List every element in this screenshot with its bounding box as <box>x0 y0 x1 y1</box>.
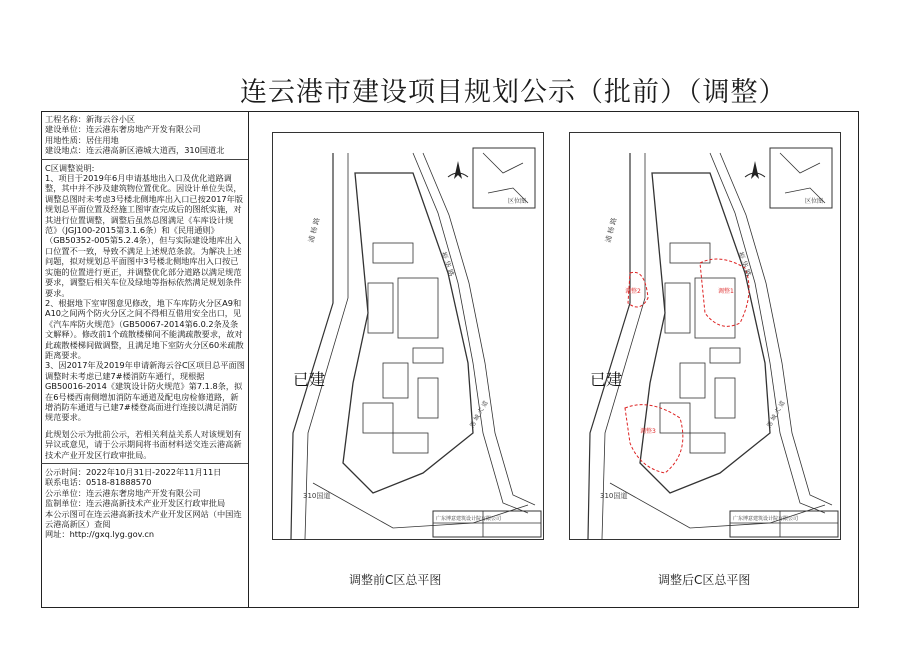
road-label-lower-right: 港 城 大 道 <box>765 399 787 429</box>
project-builder: 建设单位：连云港东奢房地产开发有限公司 <box>45 124 201 135</box>
adjustment-area-3 <box>625 405 683 473</box>
road-label-upper: 浦 杨 路 <box>604 216 619 244</box>
explanation-item-2: 2、根据地下室审图意见修改，地下车库防火分区A9和A10之间两个防火分区之间不得相互借用安全出口，见《汽车库防火规范》（GB50067-2014第6.0.2条及条文解释）。修改前1个疏散楼梯间不能满疏散要求，故对此疏散楼梯间做调整，且满足地下室防火分区60米疏散距离要求。 <box>45 297 244 360</box>
adjustment-mark-2: 调整2 <box>625 288 641 295</box>
location-map-label: 区位图 <box>508 198 527 205</box>
contact-phone: 联系电话：0518-81888570 <box>45 477 152 488</box>
website-note: 本公示图可在连云港高新技术产业开发区网站（中国连云港高新区）查阅 <box>45 508 242 530</box>
built-label: 已建 <box>293 370 326 389</box>
built-label: 已建 <box>590 370 623 389</box>
page-title: 连云港市建设项目规划公示（批前）（调整） <box>240 77 787 108</box>
road-label-bottom: 310国道 <box>600 492 628 500</box>
project-land-use: 用地性质：居住用地 <box>45 134 119 145</box>
road-label-right: 振 华 路 <box>439 250 456 278</box>
publicity-period: 公示时间：2022年10月31日-2022年11月11日 <box>45 467 222 477</box>
adjustment-mark-3: 调整3 <box>640 428 656 435</box>
road-label-upper: 浦 杨 路 <box>307 216 322 244</box>
explanation-item-1: 1、项目于2019年6月申请基地出入口及优化道路调整，其中并不涉及建筑物位置优化。因设计单位失误，调整总图时未考虑3号楼北侧地库出入口已按2017年版规划总平面位置及经施工图审查完成后的图纸实施，对其进行位置调整，调整后虽然总图满足《车库设计规范》（JGJ100-2015第3.1.6条）和《民用通则》（GB50352-005第5.2.4条），但与实际建设地库出入口位置不一致，导致不满足上述规范条款。为解决上述问题，拟对规划总平面图中3号楼北侧地库出入口按已实施的位置进行更正，并调整优化部分道路以满足规范要求，调整后相关车位及绿地等指标依然满足规划条件要求。 <box>45 173 243 298</box>
project-name: 工程名称：新海云谷小区 <box>45 114 136 124</box>
info-panel <box>41 111 249 608</box>
plan-after-drawing <box>570 133 840 539</box>
plan-after <box>569 132 841 540</box>
publicity-unit: 公示单位：连云港东奢房地产开发有限公司 <box>45 487 201 498</box>
plan-before-drawing <box>273 133 543 539</box>
divider <box>41 463 248 464</box>
road-label-bottom: 310国道 <box>303 492 331 500</box>
project-location: 建设地点：连云港高新区港城大道西，310国道北 <box>45 145 225 156</box>
explanation-title: C区调整说明: <box>45 162 95 173</box>
caption-after: 调整后C区总平图 <box>658 573 751 587</box>
explanation-item-3: 3、因2017年及2019年申请新海云谷C区项目总平面图调整时未考虑已建7#楼消防车通行，现根据GB50016-2014《建筑设计防火规范》第7.1.8条，拟在6号楼西南侧增加消防车通道及配电房检修道路，新增消防车通道与已建7#楼登高面进行连接以满足消防规范要求。 <box>45 360 245 423</box>
plan-before <box>272 132 544 540</box>
adjustment-mark-1: 调整1 <box>718 288 734 295</box>
location-map-label: 区位图 <box>805 198 824 205</box>
divider <box>41 159 248 160</box>
titleblock-company: 广东博意建筑设计院有限公司 <box>733 516 799 522</box>
website-link[interactable]: 网址：http://gxq.lyg.gov.cn <box>45 529 155 540</box>
road-label-right: 振 华 路 <box>736 250 753 278</box>
road-label-lower-right: 港 城 大 道 <box>468 399 490 429</box>
supervisor-unit: 监制单位：连云港高新技术产业开发区行政审批局 <box>45 498 226 509</box>
titleblock-company: 广东博意建筑设计院有限公司 <box>436 516 502 522</box>
notice-text: 此规划公示为批前公示，若相关利益关系人对该规划有异议或意见，请于公示期间将书面材料送交连云港高新技术产业开发区行政审批局。 <box>45 428 242 460</box>
caption-before: 调整前C区总平图 <box>349 573 442 587</box>
